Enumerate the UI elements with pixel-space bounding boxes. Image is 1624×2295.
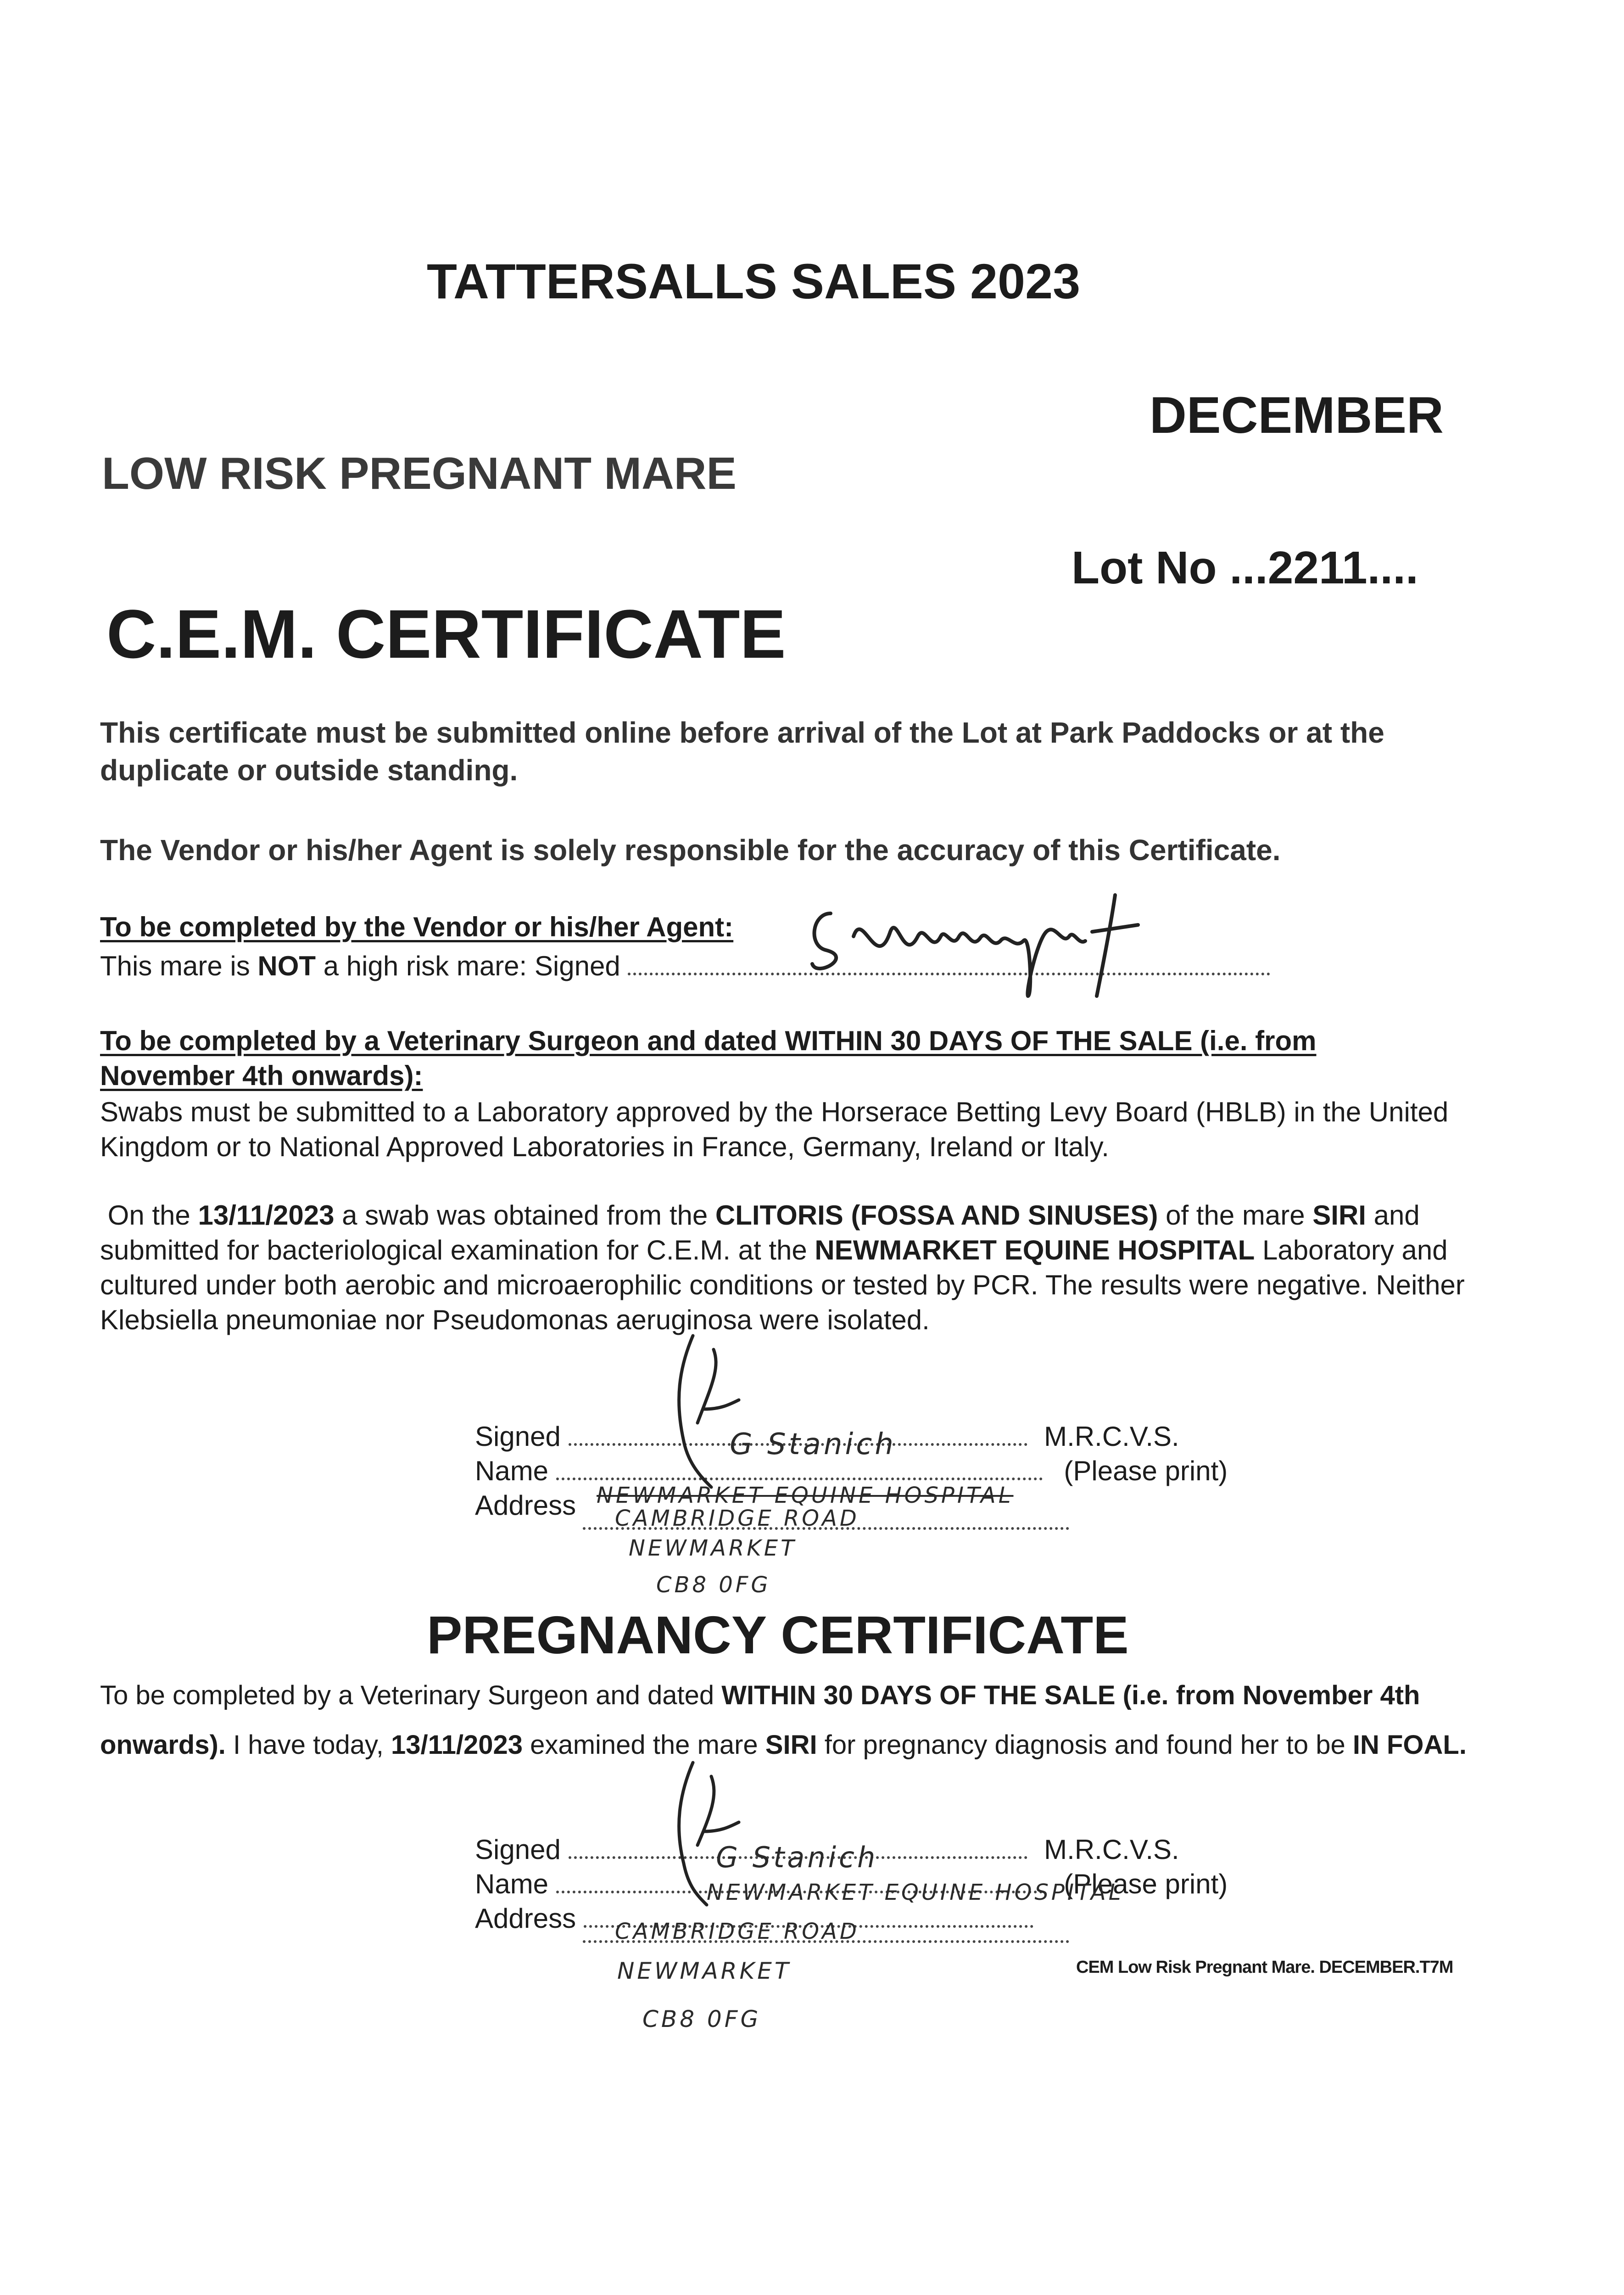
preg-mare: SIRI [765,1730,817,1760]
preg-date: 13/11/2023 [391,1730,523,1760]
cem-address-label: Address [475,1490,576,1521]
responsibility-notice: The Vendor or his/her Agent is solely responsible for the accuracy of this Certificate. [100,834,1281,867]
preg-address-hw-1: NEWMARKET EQUINE HOSPITAL [707,1880,1124,1905]
preg-address-hw-3: NEWMARKET [617,1958,792,1984]
form-code: CEM Low Risk Pregnant Mare. DECEMBER.T7M [1076,1958,1453,1977]
risk-type-label: LOW RISK PREGNANT MARE [102,448,737,498]
vendor-statement-not: NOT [257,951,316,981]
preg-vet-name-handwritten: G Stanich [716,1841,878,1874]
lot-label: Lot No [1072,542,1217,593]
cem-vet-name-handwritten: G Stanich [730,1427,896,1461]
cem-please-print: (Please print) [1064,1455,1228,1486]
cem-address-hw-1: NEWMARKET EQUINE HOSPITAL [597,1483,1014,1508]
preg-within: WITHIN 30 DAYS OF THE SALE (i.e. from November 4th onwards). [100,1680,1420,1760]
swab-date: 13/11/2023 [198,1200,335,1231]
lot-value: ...2211.... [1229,542,1418,593]
vendor-signature-text: S Wainwright [798,881,801,882]
preg-address-hw-2: CAMBRIDGE ROAD [615,1919,859,1944]
vendor-statement-suffix: a high risk mare: Signed [316,951,620,981]
cem-address-hw-3: NEWMARKET [629,1535,797,1561]
cem-signed-label: Signed [475,1421,561,1452]
result-p1: On the [107,1200,198,1231]
vendor-signature [798,881,1166,1019]
cem-address-hw-2: CAMBRIDGE ROAD [615,1506,859,1531]
preg-p4: for pregnancy diagnosis and found her to be [817,1730,1353,1760]
result-p3: of the mare [1158,1200,1313,1231]
result-p2: a swab was obtained from the [334,1200,715,1231]
preg-p1: To be completed by a Veterinary Surgeon and dated [100,1680,722,1710]
month-label: DECEMBER [1150,386,1444,444]
cem-vet-signature [661,1331,753,1496]
preg-result: IN FOAL. [1352,1730,1467,1760]
preg-p2: I have today, [225,1730,391,1760]
preg-please-print: (Please print) [1064,1869,1228,1899]
swab-site: CLITORIS (FOSSA AND SINUSES) [715,1200,1158,1231]
lab-name: NEWMARKET EQUINE HOSPITAL [815,1235,1255,1265]
mare-name: SIRI [1312,1200,1366,1231]
preg-address-label: Address [475,1903,576,1934]
pregnancy-certificate-title: PREGNANCY CERTIFICATE [427,1605,1129,1665]
preg-address-hw-4: CB8 0FG [642,2006,761,2032]
sale-title: TATTERSALLS SALES 2023 [427,253,1081,309]
cem-name-label: Name [475,1455,549,1486]
swab-notice: Swabs must be submitted to a Laboratory approved by the Horserace Betting Levy Board (HBLB) in the United Kingdom or to National Approved Laboratories in France, Germany, Ireland or Italy. [100,1097,1449,1162]
lot-number [1072,542,1418,594]
cem-address-hw-4: CB8 0FG [656,1572,771,1598]
vendor-section-heading: To be completed by the Vendor or his/her Agent: [100,912,734,942]
preg-p3: examined the mare [523,1730,765,1760]
cem-certificate-title: C.E.M. CERTIFICATE [106,595,786,672]
result-p4: and submitted for bacteriological examination for C.E.M. at the [100,1200,1420,1265]
preg-name-label: Name [475,1869,549,1899]
submission-notice: This certificate must be submitted online before arrival of the Lot at Park Paddocks or at the duplicate or outside standing. [100,716,1384,787]
result-p5: Laboratory and cultured under both aerobic and microaerophilic conditions or tested by PCR. The results were negative. Neither Klebsiella pneumoniae nor Pseudomonas aeruginosa were isolated. [100,1235,1465,1335]
vet-section-heading: To be completed by a Veterinary Surgeon and dated WITHIN 30 DAYS OF THE SALE (i.e. from November 4th onwards): [100,1025,1317,1091]
vendor-statement-prefix: This mare is [100,951,258,981]
pregnancy-paragraph [100,1671,1477,1770]
preg-mrcvs-label: M.R.C.V.S. [1044,1834,1179,1865]
cem-name-line [556,1477,1043,1480]
cem-address-row [475,1489,576,1521]
preg-signed-label: Signed [475,1834,561,1865]
cem-mrcvs-label: M.R.C.V.S. [1044,1421,1179,1452]
swab-result-paragraph [100,1198,1477,1338]
